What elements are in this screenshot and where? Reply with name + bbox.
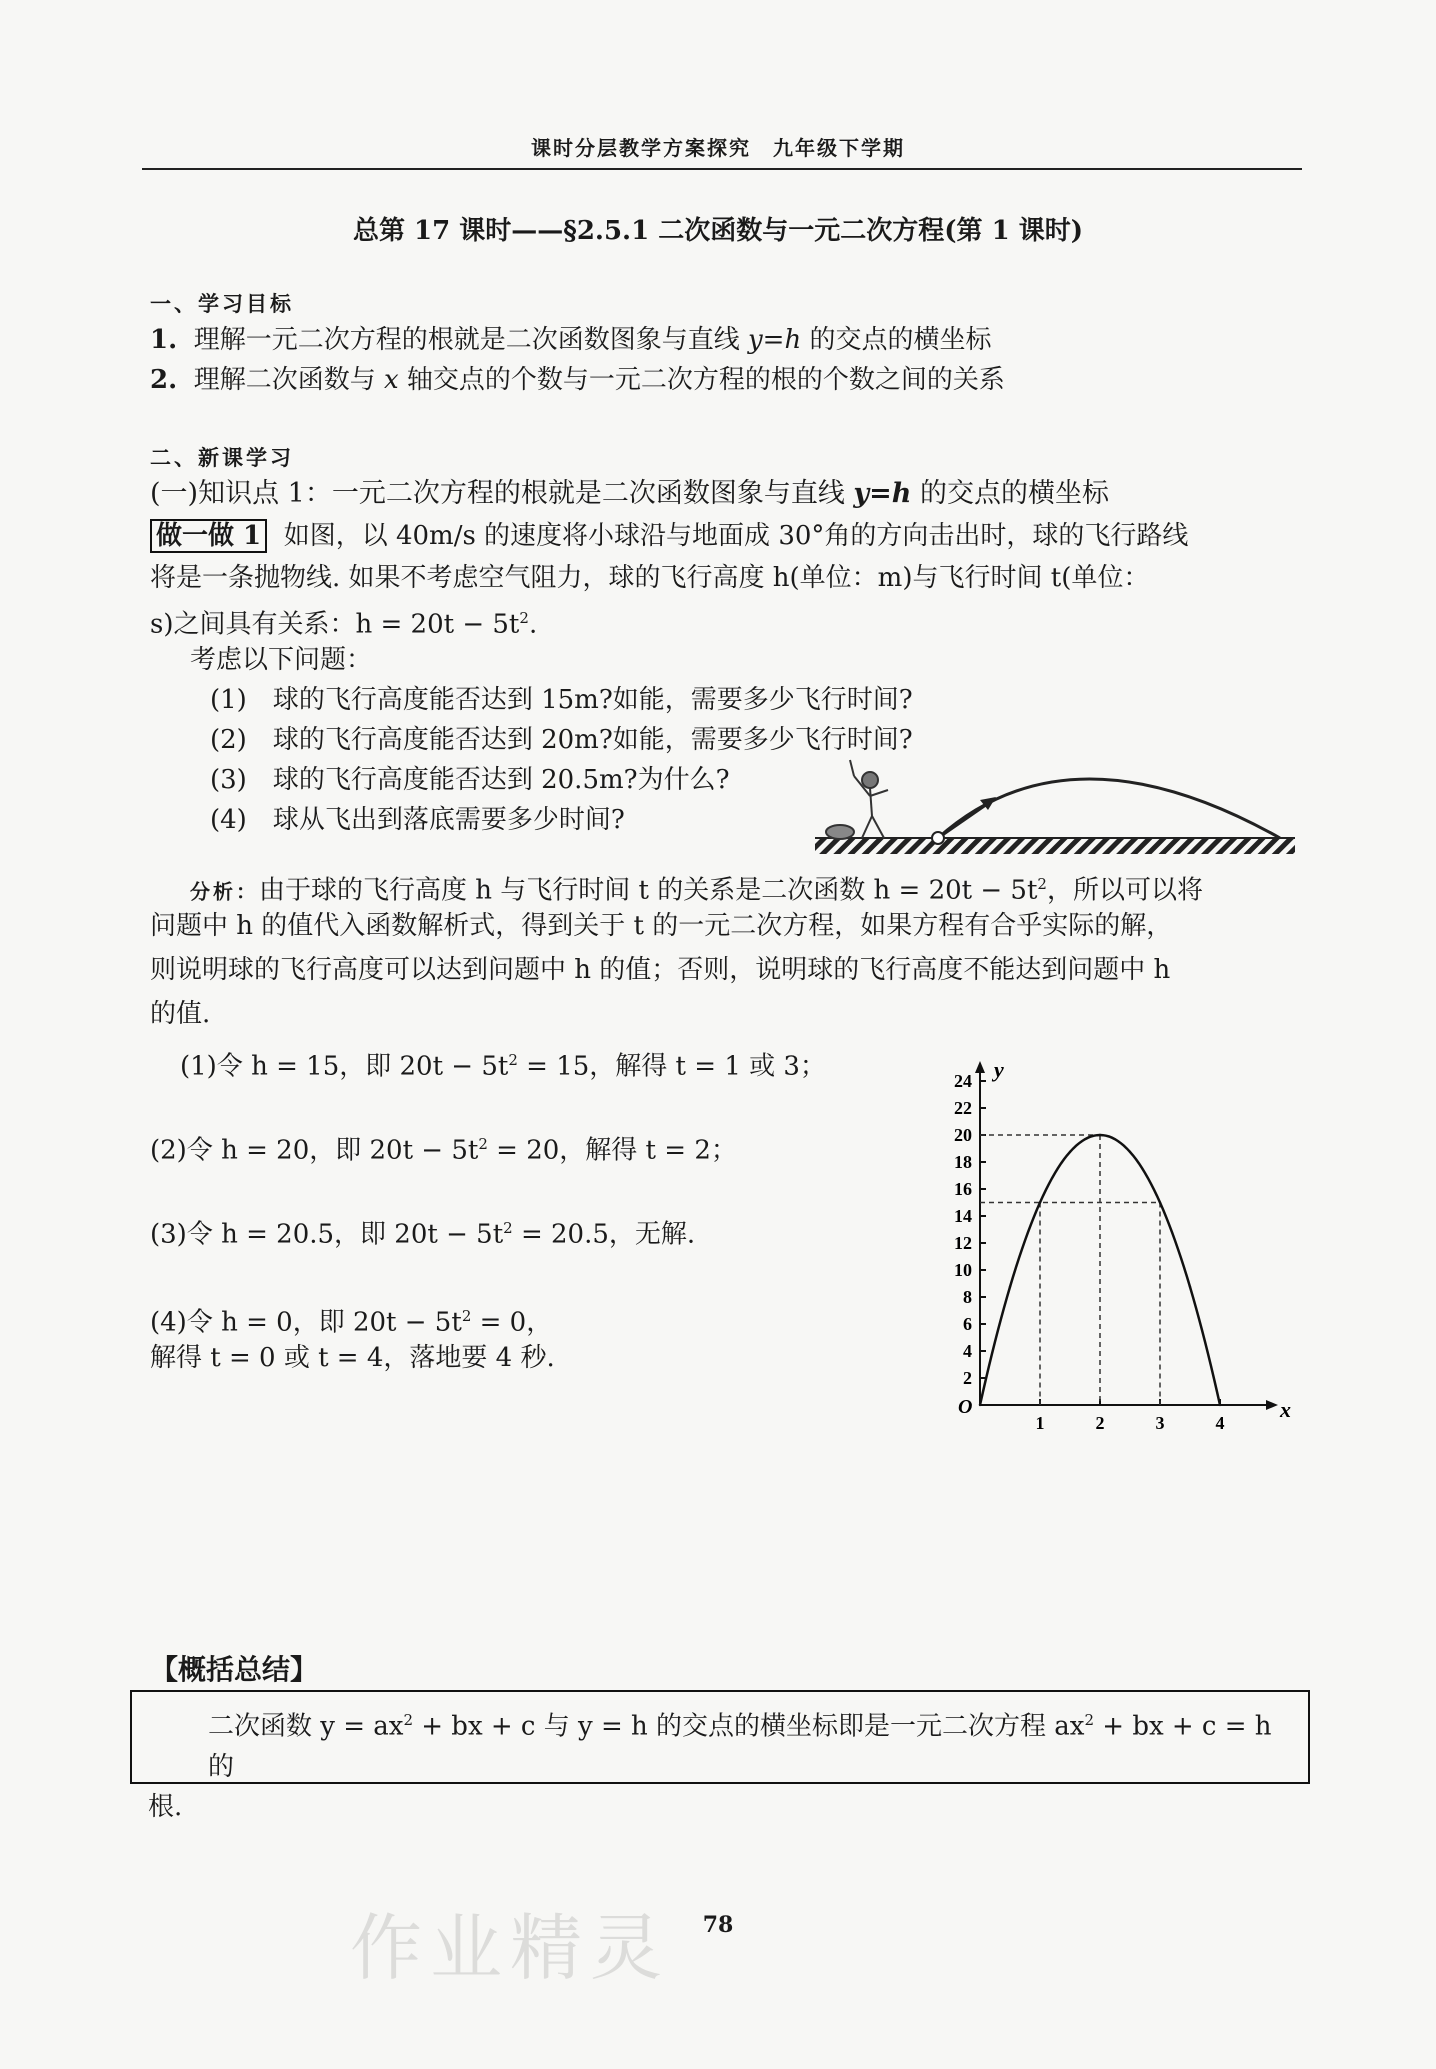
analysis-label: 分析：	[190, 879, 259, 904]
summary-line-2: 根.	[148, 1791, 183, 1822]
analysis-line-3: 则说明球的飞行高度可以达到问题中 h 的值；否则，说明球的飞行高度不能达到问题中 h	[150, 955, 1171, 985]
knowledge-point-1	[150, 474, 1310, 514]
goal-item-1	[150, 320, 1310, 360]
solution-text: (2)令 h = 20，即 20t − 5t	[150, 1135, 479, 1166]
origin-label: O	[958, 1396, 973, 1418]
data-point	[1099, 1134, 1101, 1136]
exponent: 2	[1084, 1711, 1094, 1729]
y-axis-label: y	[994, 1057, 1004, 1082]
exponent: 2	[503, 1219, 513, 1237]
x-axis-arrow	[1266, 1400, 1278, 1410]
solution-4	[150, 1296, 552, 1343]
activity-line-2: 将是一条抛物线. 如果不考虑空气阻力，球的飞行高度 h(单位：m)与飞行时间 t(单位：	[150, 563, 1150, 593]
question-1: (1) 球的飞行高度能否达到 15m?如能，需要多少飞行时间?	[210, 685, 913, 715]
section-new-lesson-heading: 二、新课学习	[150, 445, 294, 470]
exponent: 2	[403, 1711, 413, 1729]
activity-formula: s)之间具有关系：h = 20t − 5t	[150, 609, 520, 640]
solution-text: (4)令 h = 0，即 20t − 5t	[150, 1307, 462, 1338]
exponent: 2	[1037, 875, 1047, 893]
questions-prompt: 考虑以下问题：	[190, 645, 373, 675]
goal-text: 理解二次函数与	[193, 365, 384, 395]
y-tick-label: 4	[963, 1341, 972, 1361]
summary-line-1	[148, 1700, 1292, 1787]
y-tick-label: 6	[963, 1314, 972, 1334]
summary-text: 二次函数 y = ax	[208, 1711, 404, 1742]
y-tick-label: 22	[954, 1098, 972, 1118]
ball	[932, 832, 944, 844]
watermark: 作业精灵	[350, 1906, 671, 1990]
goal-text: 轴交点的个数与一元二次方程的根的个数之间的关系	[398, 365, 1005, 395]
y-tick-label: 16	[954, 1179, 972, 1199]
goal-number: 1.	[150, 325, 178, 355]
summary-text: + bx + c = h 的	[208, 1711, 1272, 1782]
ball-flight-path	[938, 779, 1280, 838]
solution-text: = 20.5，无解.	[512, 1219, 696, 1250]
activity-text: 如图，以 40m/s 的速度将小球沿与地面成 30°角的方向击出时，球的飞行路线	[283, 521, 1189, 551]
solution-1	[180, 1040, 826, 1087]
exponent: 2	[508, 1051, 518, 1069]
analysis-line-1	[190, 864, 1310, 912]
x-tick-label: 4	[1215, 1413, 1225, 1433]
solution-4-line-2: 解得 t = 0 或 t = 4，落地要 4 秒.	[150, 1343, 555, 1373]
data-point	[1039, 1201, 1041, 1203]
solution-text: = 20，解得 t = 2；	[487, 1135, 737, 1166]
kp-text: (一)知识点 1：一元二次方程的根就是二次函数图象与直线	[150, 478, 854, 509]
x-tick-label: 1	[1035, 1413, 1045, 1433]
solution-3	[150, 1208, 695, 1255]
golfer-figure	[826, 760, 888, 839]
y-tick-label: 14	[954, 1206, 972, 1226]
y-tick-label: 2	[963, 1368, 972, 1388]
exponent: 2	[519, 609, 529, 627]
data-point	[1129, 1151, 1131, 1153]
lesson-title: 总第 17 课时——§2.5.1 二次函数与一元二次方程(第 1 课时)	[352, 216, 1084, 246]
analysis-line-4: 的值.	[150, 999, 211, 1029]
goal-var: y	[747, 325, 763, 355]
section-learning-goals-heading: 一、学习目标	[150, 291, 294, 316]
golf-trajectory-illustration	[810, 750, 1300, 860]
goal-text: 理解一元二次方程的根就是二次函数图象与直线	[193, 325, 748, 355]
launch-arrow	[938, 802, 990, 838]
analysis-text: ，所以可以将	[1046, 875, 1203, 906]
analysis-text: 由于球的飞行高度 h 与飞行时间 t 的关系是二次函数 h = 20t − 5t	[259, 875, 1038, 906]
y-tick-label: 8	[963, 1287, 972, 1307]
analysis-line-2: 问题中 h 的值代入函数解析式，得到关于 t 的一元二次方程，如果方程有合乎实际的解，	[150, 911, 1173, 941]
y-tick-label: 10	[954, 1260, 972, 1280]
solution-text: = 15，解得 t = 1 或 3；	[517, 1051, 826, 1082]
goal-item-2	[150, 360, 1310, 400]
kp-eq: y=h	[853, 478, 912, 509]
activity-line-1	[150, 516, 1310, 556]
data-point	[1009, 1286, 1011, 1288]
solution-text: (3)令 h = 20.5，即 20t − 5t	[150, 1219, 504, 1250]
y-tick-label: 24	[954, 1071, 972, 1091]
exponent: 2	[478, 1135, 488, 1153]
y-tick-label: 18	[954, 1152, 972, 1172]
data-point	[1159, 1201, 1161, 1203]
activity-line-3	[150, 598, 1310, 645]
header-rule	[142, 168, 1302, 170]
solution-text: = 0，	[471, 1307, 553, 1338]
x-axis-label: x	[1280, 1397, 1291, 1422]
data-point	[1219, 1404, 1221, 1406]
parabola-chart	[920, 1040, 1300, 1440]
y-tick-label: 20	[954, 1125, 972, 1145]
goal-text: 的交点的横坐标	[801, 325, 992, 355]
solution-2	[150, 1124, 737, 1171]
summary-heading: 【概括总结】	[150, 1653, 319, 1686]
exponent: 2	[461, 1307, 472, 1325]
goal-number: 2.	[150, 365, 178, 395]
goal-var: x	[383, 365, 399, 395]
data-point	[1069, 1151, 1071, 1153]
ground-hatch	[815, 838, 1295, 854]
question-2: (2) 球的飞行高度能否达到 20m?如能，需要多少飞行时间?	[210, 725, 913, 755]
goal-var: h	[784, 325, 802, 355]
summary-box	[130, 1690, 1310, 1822]
kp-text: 的交点的横坐标	[911, 478, 1109, 509]
y-tick-label: 12	[954, 1233, 972, 1253]
x-tick-label: 3	[1155, 1413, 1165, 1433]
x-tick-label: 2	[1095, 1413, 1105, 1433]
question-4: (4) 球从飞出到落底需要多少时间?	[210, 805, 625, 835]
question-3: (3) 球的飞行高度能否达到 20.5m?为什么?	[210, 765, 730, 795]
data-point	[979, 1404, 981, 1406]
running-header: 课时分层教学方案探究 九年级下学期	[531, 136, 905, 160]
y-axis-arrow	[975, 1061, 985, 1073]
activity-label: 做一做 1	[150, 519, 267, 553]
page-number: 78	[702, 1912, 734, 1938]
activity-text: .	[528, 609, 538, 640]
solution-text: (1)令 h = 15，即 20t − 5t	[180, 1051, 509, 1082]
summary-text: + bx + c 与 y = h 的交点的横坐标即是一元二次方程 ax	[412, 1711, 1085, 1742]
goal-eq: =	[762, 325, 785, 355]
data-point	[1189, 1286, 1191, 1288]
